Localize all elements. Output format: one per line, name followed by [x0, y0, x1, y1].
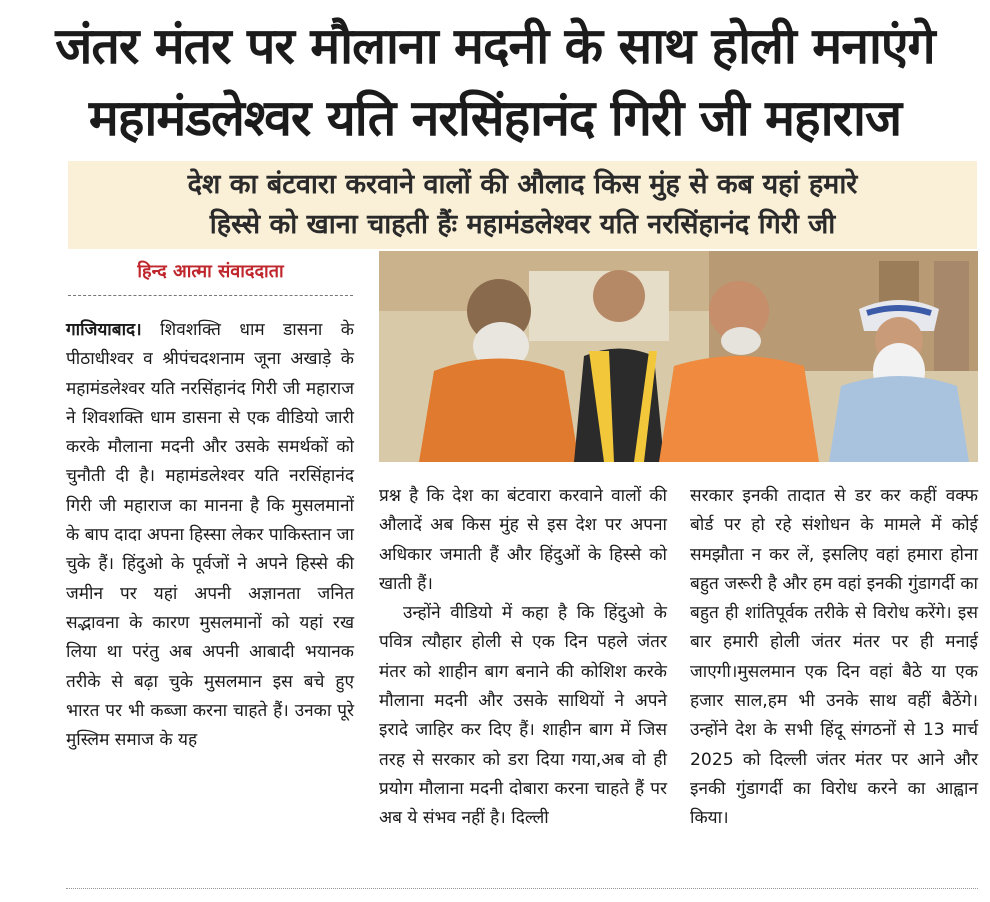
column-2-paragraph-1: प्रश्न है कि देश का बंटवारा करवाने वालों की औलादें अब किस मुंह से इस देश पर अपना अधिकार जमाती हैं और हिंदुओं के हिस्से को खाती हैं। — [379, 486, 667, 594]
deck-line-2: हिस्से को खाना चाहती हैंः महामंडलेश्वर यति नरसिंहानंद गिरी जी — [209, 209, 836, 240]
column-3-paragraph: सरकार इनकी तादात से डर कर कहीं वक्फ बोर्ड पर हो रहे संशोधन के मामले में कोई समझौता न कर लें, इसलिए वहां हमारा होना बहुत जरूरी है और हम वहां इनकी गुंडागर्दी का बहुत ही शांतिपूर्वक तरीके से विरोध करेंगे। इस बार हमारी होली जंतर मंतर पर ही मनाई जाएगी।मुसलमान एक दिन वहां बैठे या एक हजार साल,हम भी उनके साथ वहीं बैठेंगे। उन्होंने देश के सभी हिंदू संगठनों से 13 मार्च 2025 को दिल्ली जंतर मंतर पर आने और इनकी गुंडागर्दी का विरोध करने का आह्वान किया। — [690, 486, 978, 829]
article-column-2 — [379, 482, 667, 834]
photo-illustration — [379, 251, 978, 462]
column-1-paragraph: शिवशक्ति धाम डासना के पीठाधीश्वर व श्रीपंचदशनाम जूना अखाड़े के महामंडलेश्वर यति नरसिंहानंद गिरी जी महाराज ने शिवशक्ति धाम डासना से एक वीडियो जारी करके मौलाना मदनी और उसके समर्थकों को चुनौती दी है। महामंडलेश्वर यति नरसिंहानंद गिरी जी महाराज का मानना है कि मुसलमानों के बाप दादा अपना हिस्सा लेकर पाकिस्तान जा चुके हैं। हिंदुओ के पूर्वजों ने अपने हिस्से की जमीन पर यहां अपनी अज्ञानता जनित सद्भावना के कारण मुसलमानों को यहां रख लिया था परंतु अब अपनी आबादी भयानक तरीके से बढ़ा चुके मुसलमान इस बचे हुए भारत पर भी कब्जा करना चाहते हैं। उनका पूरे मुस्लिम समाज के यह — [66, 320, 354, 751]
deck-line-1: देश का बंटवारा करवाने वालों की औलाद किस मुंह से कब यहां हमारे — [187, 169, 858, 200]
headline-line-2: महामंडलेश्वर यति नरसिंहानंद गिरी जी महाराज — [88, 89, 902, 147]
byline-divider — [68, 295, 353, 296]
bottom-divider — [66, 888, 978, 889]
news-photo — [379, 251, 978, 462]
column-2-paragraph-2: उन्होंने वीडियो में कहा है कि हिंदुओ के पवित्र त्यौहार होली से एक दिन पहले जंतर मंतर को शाहीन बाग बनाने की कोशिश करके मौलाना मदनी और उसके साथियों ने अपने इरादे जाहिर कर दिए हैं। शाहीन बाग में जिस तरह से सरकार को डरा दिया गया,अब वो ही प्रयोग मौलाना मदनी दोबारा करना चाहते हैं पर अब ये संभव नहीं है। दिल्ली — [379, 603, 667, 829]
article-column-3 — [690, 482, 978, 834]
article-column-1 — [66, 316, 354, 755]
headline-line-1: जंतर मंतर पर मौलाना मदनी के साथ होली मनाएंगे — [55, 17, 935, 75]
subheadline-deck — [68, 161, 977, 249]
byline: हिन्द आत्मा संवाददाता — [137, 261, 284, 282]
dateline: गाजियाबाद। — [66, 320, 142, 340]
